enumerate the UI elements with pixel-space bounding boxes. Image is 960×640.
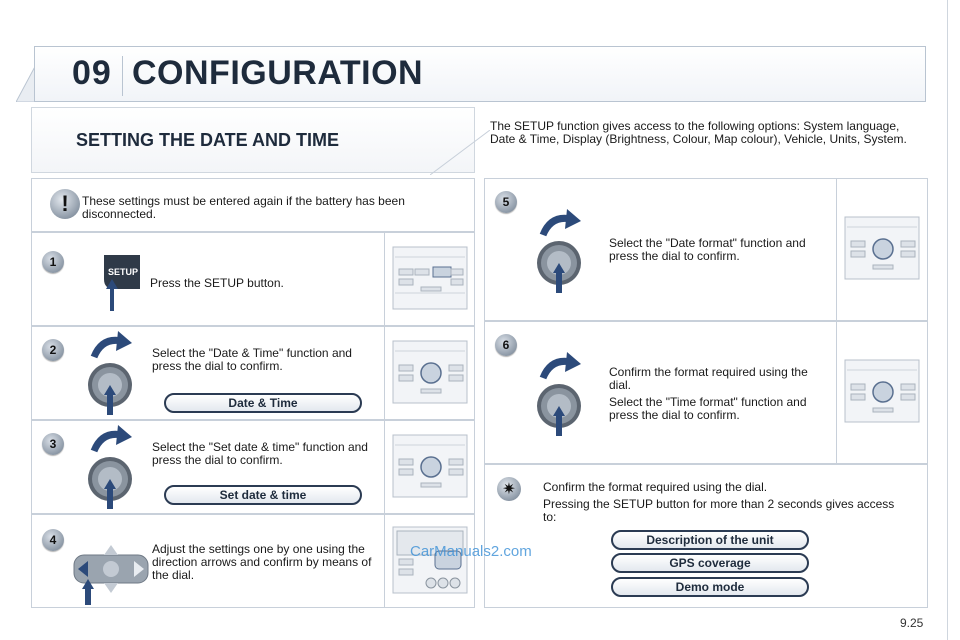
step-5-text: Select the "Date format" function and press the dial to confirm. — [609, 236, 806, 263]
step-1-panel — [31, 232, 475, 326]
direction-arrows-icon — [72, 543, 152, 605]
step-2-text: Select the "Date & Time" function and press the dial to confirm. — [152, 346, 352, 373]
step-6-panel — [484, 321, 928, 464]
step-3-panel — [31, 420, 475, 514]
setup-intro-text: The SETUP function gives access to the following options: System language, Date & Time, Display (Brightness, Colour, Map colour), Vehicle, Units, System. — [490, 119, 907, 146]
step-2-unit-thumbnail — [384, 327, 474, 419]
header-divider — [122, 56, 123, 96]
info-text-confirm: Confirm the format required using the dial. — [543, 480, 768, 494]
step-1-text: Press the SETUP button. — [150, 276, 284, 290]
option-description-of-unit: Description of the unit — [611, 530, 809, 550]
step-2-panel — [31, 326, 475, 420]
step-6-text-confirm: Confirm the format required using the dial. — [609, 365, 808, 392]
menu-item-set-date-time: Set date & time — [164, 485, 362, 505]
step-4-unit-thumbnail — [384, 515, 474, 607]
step-5-panel — [484, 178, 928, 321]
info-panel — [484, 464, 928, 608]
rotate-dial-icon — [84, 331, 154, 417]
step-3-text: Select the "Set date & time" function and press the dial to confirm. — [152, 440, 368, 467]
menu-item-date-time: Date & Time — [164, 393, 362, 413]
step-badge: 2 — [42, 339, 64, 361]
info-text-setup-long-press: Pressing the SETUP button for more than 2 seconds gives access to: — [543, 497, 895, 524]
chapter-title: CONFIGURATION — [132, 54, 424, 92]
section-corner-decoration — [430, 130, 490, 175]
step-4-panel — [31, 514, 475, 608]
step-6-text — [609, 366, 827, 426]
step-3-unit-thumbnail — [384, 421, 474, 513]
page-edge-rule — [947, 0, 948, 640]
step-6-text-select: Select the "Time format" function and press the dial to confirm. — [609, 395, 807, 422]
page-number: 9.25 — [900, 616, 924, 630]
rotate-dial-icon — [533, 352, 603, 438]
info-text — [543, 481, 903, 528]
chapter-number: 09 — [72, 54, 112, 92]
setup-button-label: SETUP — [108, 267, 139, 277]
option-gps-coverage: GPS coverage — [611, 553, 809, 573]
info-sun-icon: ✷ — [497, 477, 521, 501]
step-badge: 4 — [42, 529, 64, 551]
rotate-dial-icon — [84, 425, 154, 511]
step-1-unit-thumbnail — [384, 233, 474, 325]
step-badge: 5 — [495, 191, 517, 213]
step-badge: 1 — [42, 251, 64, 273]
step-4-text: Adjust the settings one by one using the direction arrows and confirm by means of the dial. — [152, 542, 372, 582]
rotate-dial-icon — [533, 209, 603, 295]
section-title: SETTING THE DATE AND TIME — [76, 130, 339, 150]
step-badge: 3 — [42, 433, 64, 455]
warning-text: These settings must be entered again if the battery has been disconnected. — [82, 194, 405, 221]
option-demo-mode: Demo mode — [611, 577, 809, 597]
warning-exclamation-icon: ! — [50, 189, 80, 219]
warning-panel — [31, 178, 475, 232]
step-badge: 6 — [495, 334, 517, 356]
step-6-unit-thumbnail — [836, 322, 927, 463]
step-5-unit-thumbnail — [836, 179, 927, 320]
watermark: CarManuals2.com — [410, 543, 532, 560]
